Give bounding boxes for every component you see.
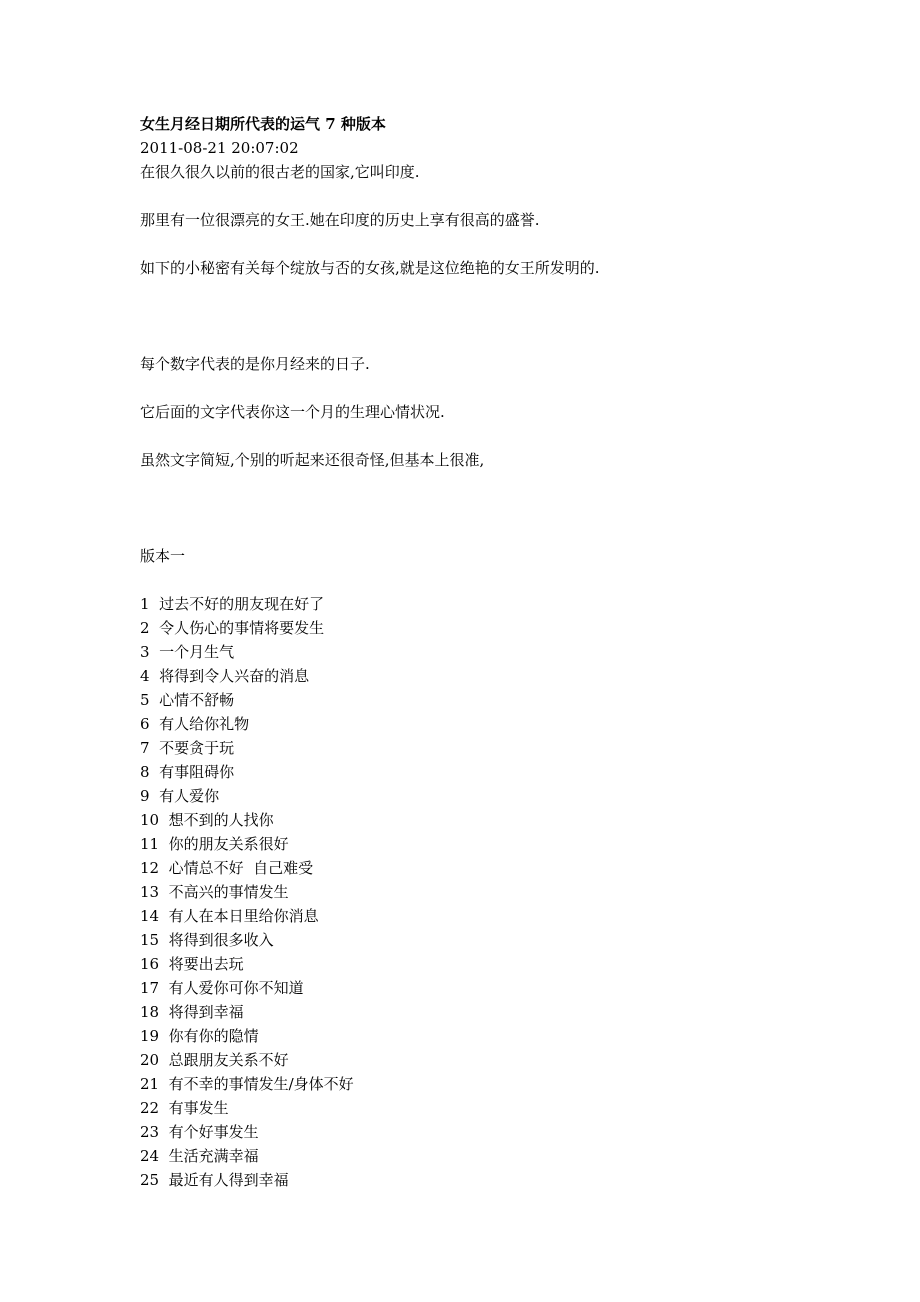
blank-line [140,184,840,208]
list-item: 2 令人伤心的事情将要发生 [140,619,325,637]
list-item: 8 有事阻碍你 [140,763,235,781]
list-item: 6 有人给你礼物 [140,715,250,733]
note-paragraph-3: 虽然文字简短,个别的听起来还很奇怪,但基本上很准, [140,451,485,469]
list-item: 12 心情总不好 自己难受 [140,859,314,877]
list-item: 7 不要贪于玩 [140,739,235,757]
list-item: 20 总跟朋友关系不好 [140,1051,289,1069]
list-item: 9 有人爱你 [140,787,220,805]
list-item: 11 你的朋友关系很好 [140,835,289,853]
blank-line [140,232,840,256]
blank-gap [140,280,840,352]
timestamp: 2011-08-21 20:07:02 [140,139,299,157]
list-item: 21 有不幸的事情发生/身体不好 [140,1075,354,1093]
list-item: 24 生活充满幸福 [140,1147,259,1165]
intro-paragraph-1: 在很久很久以前的很古老的国家,它叫印度. [140,163,420,181]
list-item: 13 不高兴的事情发生 [140,883,289,901]
list-item: 10 想不到的人找你 [140,811,274,829]
list-item: 17 有人爱你可你不知道 [140,979,304,997]
section-label: 版本一 [140,547,186,565]
list-item: 14 有人在本日里给你消息 [140,907,319,925]
list-item: 16 将要出去玩 [140,955,244,973]
list-item: 1 过去不好的朋友现在好了 [140,595,325,613]
intro-paragraph-2: 那里有一位很漂亮的女王.她在印度的历史上享有很高的盛誉. [140,211,540,229]
list-item: 3 一个月生气 [140,643,235,661]
blank-gap [140,472,840,544]
note-paragraph-1: 每个数字代表的是你月经来的日子. [140,355,370,373]
blank-line [140,568,840,592]
list-item: 23 有个好事发生 [140,1123,259,1141]
list-item: 22 有事发生 [140,1099,229,1117]
note-paragraph-2: 它后面的文字代表你这一个月的生理心情状况. [140,403,445,421]
list-item: 25 最近有人得到幸福 [140,1171,289,1189]
blank-line [140,376,840,400]
document-body [140,112,840,1192]
list-item: 5 心情不舒畅 [140,691,235,709]
list-item: 15 将得到很多收入 [140,931,274,949]
fortune-list [140,592,840,1192]
blank-line [140,424,840,448]
list-item: 4 将得到令人兴奋的消息 [140,667,310,685]
list-item: 18 将得到幸福 [140,1003,244,1021]
intro-paragraph-3: 如下的小秘密有关每个绽放与否的女孩,就是这位绝艳的女王所发明的. [140,259,600,277]
document-title: 女生月经日期所代表的运气 7 种版本 [140,115,386,133]
list-item: 19 你有你的隐情 [140,1027,259,1045]
